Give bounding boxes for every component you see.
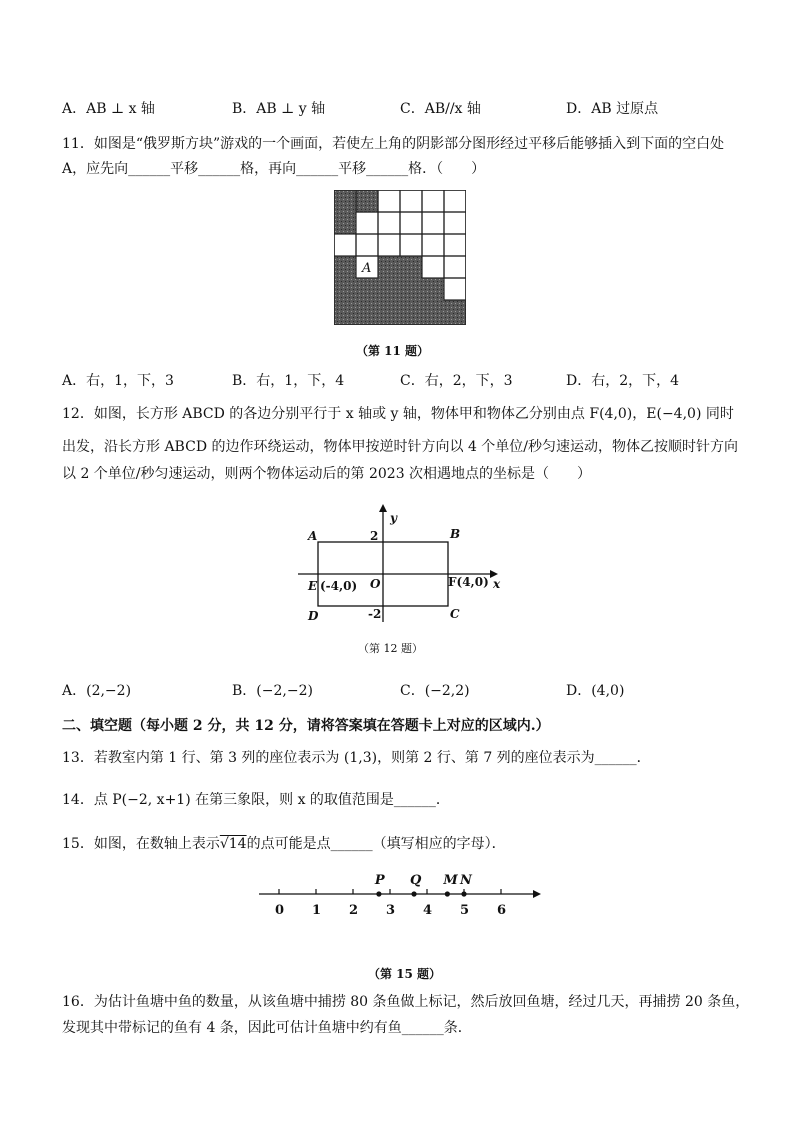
label-y: y xyxy=(390,511,397,525)
q12-stem-line3: 以 2 个单位/秒匀速运动，则两个物体运动后的第 2023 次相遇地点的坐标是（ ） xyxy=(62,466,592,482)
q10-option-b: B．AB ⊥ y 轴 xyxy=(232,101,326,117)
q12-option-c: C．(−2,2) xyxy=(400,683,470,699)
number-line-point-label: Q xyxy=(410,873,422,888)
shaded-block xyxy=(356,278,378,325)
q11-stem-line1: 11．如图是“俄罗斯方块”游戏的一个画面，若使左上角的阴影部分图形经过平移后能够插入到下面的空白处 xyxy=(62,136,725,152)
label-e-coord: (-4,0) xyxy=(320,579,358,593)
number-line-tick-label: 4 xyxy=(423,903,433,918)
q10-option-c: C．AB//x 轴 xyxy=(400,101,481,117)
sqrt-14: √14 xyxy=(219,836,247,852)
shaded-block xyxy=(334,256,356,325)
grid-label-a: A xyxy=(362,261,372,276)
number-line-point xyxy=(461,891,466,896)
number-line-tick-label: 1 xyxy=(312,903,322,918)
shaded-block xyxy=(378,300,466,325)
q12-stem-line1: 12．如图，长方形 ABCD 的各边分别平行于 x 轴或 y 轴，物体甲和物体乙分别由点 F(4,0)，E(−4,0) 同时 xyxy=(62,406,734,422)
number-line-tick-label: 6 xyxy=(497,903,507,918)
q11-caption: （第 11 题） xyxy=(356,344,430,358)
q12-option-b: B．(−2,−2) xyxy=(232,683,313,699)
label-d: D xyxy=(308,609,319,623)
y-axis-arrow xyxy=(379,504,387,512)
number-line-tick-label: 2 xyxy=(349,903,359,918)
tick-2: 2 xyxy=(370,529,379,543)
shaded-block xyxy=(356,190,378,212)
q11-option-d: D．右，2，下，4 xyxy=(566,373,680,389)
number-line-point xyxy=(445,891,450,896)
tetris-grid-figure xyxy=(334,190,466,325)
number-line-tick-label: 3 xyxy=(386,903,396,918)
number-line-tick-label: 5 xyxy=(460,903,470,918)
q15-suffix: 的点可能是点______（填写相应的字母）． xyxy=(246,836,506,852)
q12-stem-line2: 出发，沿长方形 ABCD 的边作环绕运动，物体甲按逆时针方向以 4 个单位/秒匀速运动，物体乙按顺时针方向 xyxy=(62,439,739,455)
q11-option-b: B．右，1，下，4 xyxy=(232,373,345,389)
q11-stem-line2: A，应先向______平移______格，再向______平移______格．（ ） xyxy=(62,161,486,177)
number-line-point-label: P xyxy=(374,873,385,888)
number-line-figure xyxy=(255,870,545,920)
q12-option-a: A．(2,−2) xyxy=(62,683,132,699)
q10-option-d: D．AB 过原点 xyxy=(566,101,659,117)
shaded-block xyxy=(334,190,356,234)
tick-neg2: -2 xyxy=(368,607,382,621)
label-f: F(4,0) xyxy=(448,575,489,589)
label-c: C xyxy=(450,607,460,621)
q14-text: 14．点 P(−2, x+1) 在第三象限，则 x 的取值范围是______． xyxy=(62,792,450,808)
q16-stem-line2: 发现其中带标记的鱼有 4 条，因此可估计鱼塘中约有鱼______条． xyxy=(62,1020,472,1036)
number-line-tick-label: 0 xyxy=(275,903,285,918)
q13-text: 13．若教室内第 1 行、第 3 列的座位表示为 (1,3)，则第 2 行、第 7 列的座位表示为______． xyxy=(62,750,651,766)
q15-prefix: 15．如图，在数轴上表示 xyxy=(62,836,220,852)
section-2-heading: 二、填空题（每小题 2 分，共 12 分，请将答案填在答题卡上对应的区域内.） xyxy=(62,718,550,734)
rectangle-coordinate-figure xyxy=(290,500,512,630)
shaded-block xyxy=(334,234,356,256)
q15-caption: （第 15 题） xyxy=(368,967,442,981)
number-line-point xyxy=(411,891,416,896)
q12-option-d: D．(4,0) xyxy=(566,683,625,699)
q11-option-c: C．右，2，下，3 xyxy=(400,373,513,389)
q12-caption: （第 12 题） xyxy=(358,642,423,655)
label-o: O xyxy=(370,577,381,591)
q16-stem-line1: 16．为估计鱼塘中鱼的数量，从该鱼塘中捕捞 80 条鱼做上标记，然后放回鱼塘，经过几天，再捕捞 20 条鱼， xyxy=(62,994,750,1010)
number-line-point-label: N xyxy=(460,873,472,888)
label-a: A xyxy=(308,529,318,543)
q15-text xyxy=(62,833,506,853)
label-x: x xyxy=(493,577,501,591)
number-line-point-label: M xyxy=(443,873,458,888)
number-line-point xyxy=(376,891,381,896)
label-e: E xyxy=(308,579,318,593)
label-b: B xyxy=(450,527,461,541)
q11-option-a: A．右，1，下，3 xyxy=(62,373,174,389)
q10-option-a: A．AB ⊥ x 轴 xyxy=(62,101,155,117)
